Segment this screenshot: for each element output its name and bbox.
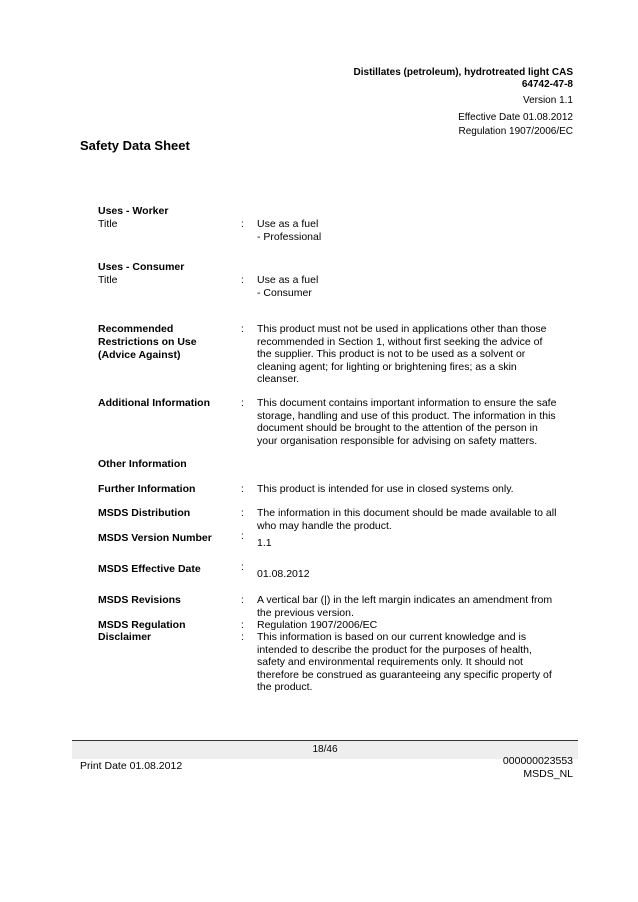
effective-date: Effective Date 01.08.2012: [458, 112, 573, 123]
uses-worker-title-label: Title: [98, 218, 118, 230]
recommended-value: This product must not be used in applications other than those recommended in Section 1, without first seeking the advice of the supplier. This product is not to be used as a solvent or cleaning agent; for lighting or brightening fires; as a skin cleanser.: [257, 323, 547, 386]
colon: :: [241, 561, 244, 573]
colon: :: [241, 274, 244, 286]
page-number: 18/46: [312, 744, 338, 755]
product-name-line1: Distillates (petroleum), hydrotreated light CAS: [353, 67, 573, 78]
uses-worker-value1: Use as a fuel: [257, 218, 319, 230]
other-info-label: Other Information: [98, 458, 187, 470]
uses-consumer-value2: - Consumer: [257, 287, 312, 299]
uses-consumer-heading: Uses - Consumer: [98, 261, 185, 273]
colon: :: [241, 397, 244, 409]
regulation: Regulation 1907/2006/EC: [458, 126, 573, 137]
regulation-label: MSDS Regulation: [98, 619, 186, 631]
additional-info-label: Additional Information: [98, 397, 210, 409]
disclaimer-value: This information is based on our current knowledge and is intended to describe the product for the purposes of health, safety and environmental requirements only. It should not therefore be construed as guaranteeing any specific property of the product.: [257, 631, 552, 694]
colon: :: [241, 323, 244, 335]
colon: :: [241, 619, 244, 631]
product-name-line2: 64742-47-8: [521, 79, 573, 90]
colon: :: [241, 218, 244, 230]
uses-consumer-title-label: Title: [98, 274, 118, 286]
regulation-value: Regulation 1907/2006/EC: [257, 619, 378, 631]
colon: :: [241, 483, 244, 495]
revisions-value: A vertical bar (|) in the left margin indicates an amendment from the previous version.: [257, 594, 553, 619]
colon: :: [241, 507, 244, 519]
doc-code: MSDS_NL: [523, 768, 573, 780]
uses-worker-value2: - Professional: [257, 231, 322, 243]
print-date: Print Date 01.08.2012: [80, 760, 183, 772]
colon: :: [241, 594, 244, 606]
effective-date-label: MSDS Effective Date: [98, 563, 201, 575]
recommended-label-line1: Recommended: [98, 323, 174, 335]
distribution-label: MSDS Distribution: [98, 507, 191, 519]
version-number-value: 1.1: [257, 537, 272, 549]
effective-date-value: 01.08.2012: [257, 568, 310, 580]
further-info-value: This product is intended for use in closed systems only.: [257, 483, 514, 495]
footer-doc-info: [503, 755, 573, 781]
colon: :: [241, 631, 244, 643]
additional-info-value: This document contains important information to ensure the safe storage, handling and use of this product. The information in this document should be brought to the attention of the person in your organisation responsible for advising on safety matters.: [257, 397, 557, 447]
further-info-label: Further Information: [98, 483, 196, 495]
recommended-label-line3: (Advice Against): [98, 349, 181, 361]
version-number-label: MSDS Version Number: [98, 532, 212, 544]
uses-consumer-value1: Use as a fuel: [257, 274, 319, 286]
uses-worker-heading: Uses - Worker: [98, 205, 169, 217]
page-title: Safety Data Sheet: [80, 138, 190, 153]
doc-number: 000000023553: [502, 755, 573, 767]
recommended-label-line2: Restrictions on Use: [98, 336, 197, 348]
distribution-value: The information in this document should be made available to all who may handle the product.: [257, 507, 557, 532]
revisions-label: MSDS Revisions: [98, 594, 181, 606]
disclaimer-label: Disclaimer: [98, 631, 152, 643]
colon: :: [241, 530, 244, 542]
version: Version 1.1: [522, 95, 573, 106]
